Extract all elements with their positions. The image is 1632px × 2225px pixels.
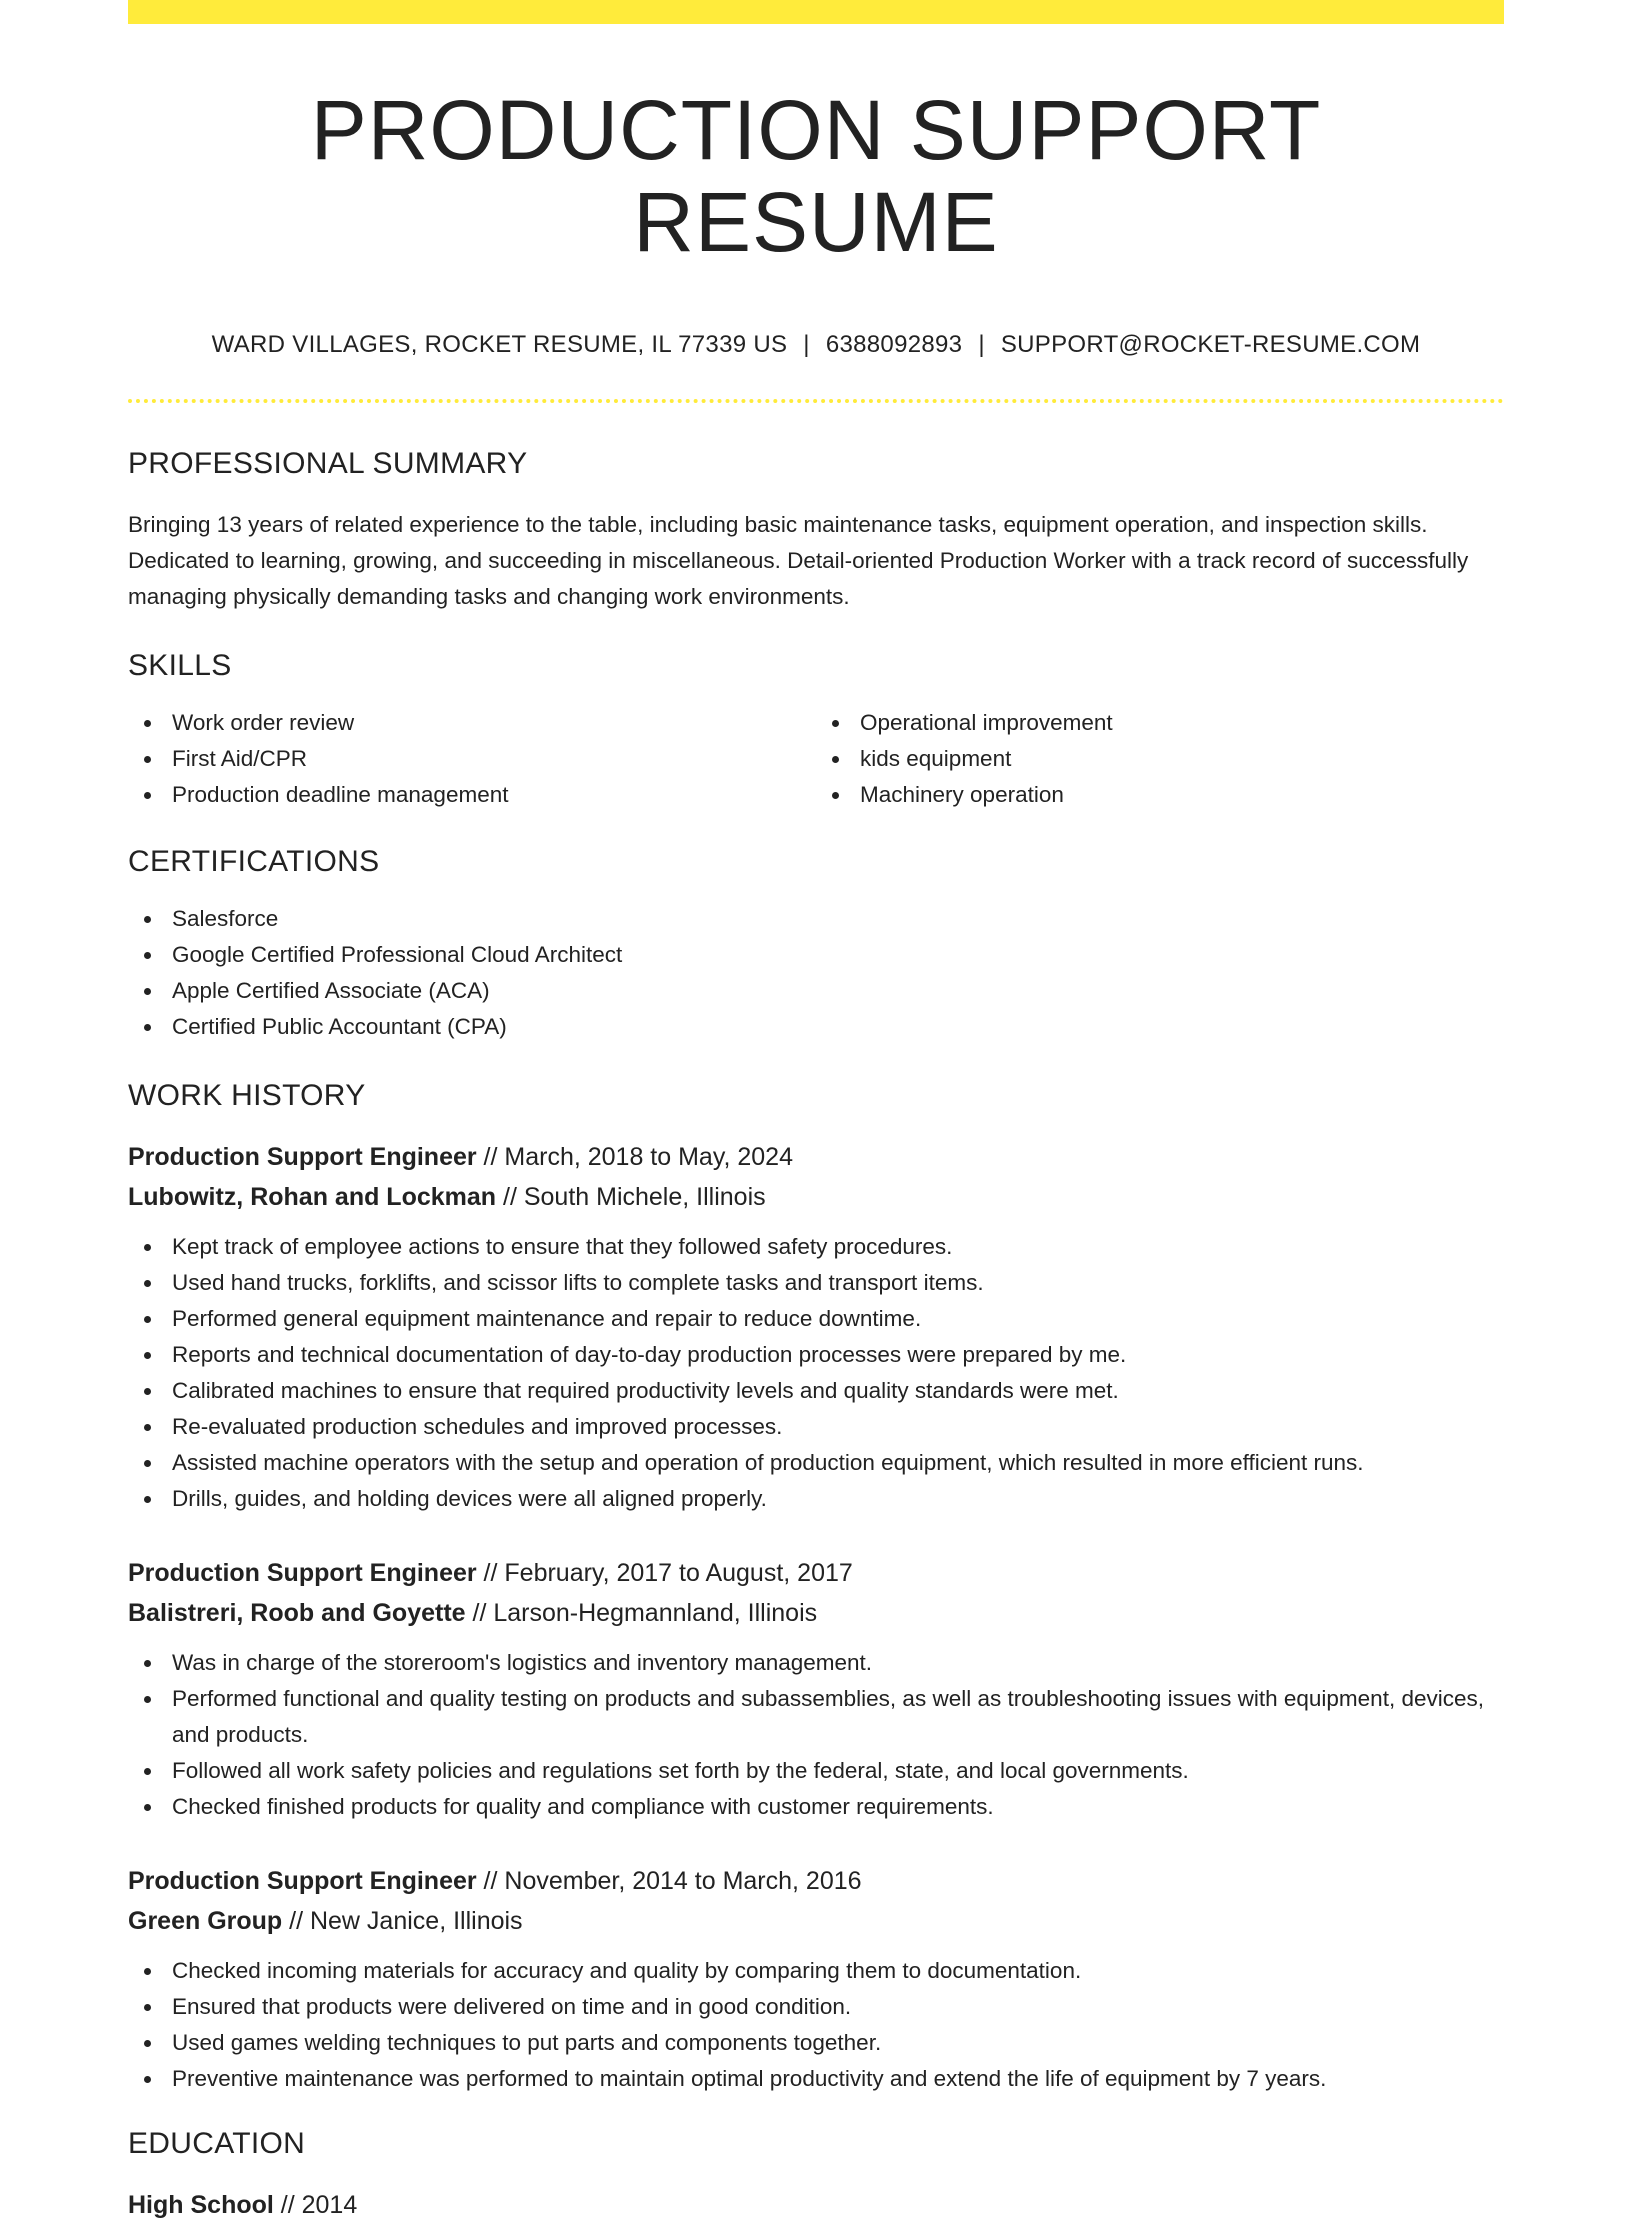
- section-title-work-history: WORK HISTORY: [128, 1078, 366, 1112]
- contact-email: SUPPORT@ROCKET-RESUME.COM: [1000, 330, 1421, 358]
- job-role-line: [128, 1137, 1504, 1177]
- job-dates: // March, 2018 to May, 2024: [476, 1142, 793, 1171]
- job-company: Green Group: [128, 1906, 283, 1935]
- job-role-line: [128, 1861, 1504, 1901]
- job-location: // South Michele, Illinois: [496, 1182, 766, 1211]
- skills-column-right: [816, 705, 1504, 813]
- job-role: Production Support Engineer: [128, 1142, 477, 1171]
- contact-phone: 6388092893: [825, 330, 963, 358]
- education-degree: High School: [128, 2190, 274, 2219]
- job-duty: Reports and technical documentation of day-to-day production processes were prepared by me.: [128, 1337, 1504, 1373]
- job-entry: [128, 1553, 1504, 1825]
- job-duty: Assisted machine operators with the setup and operation of production equipment, which resulted in more efficient runs.: [128, 1445, 1504, 1481]
- skills-list: [128, 705, 1504, 813]
- job-duty: Calibrated machines to ensure that required productivity levels and quality standards were met.: [128, 1373, 1504, 1409]
- section-title-skills: SKILLS: [128, 648, 232, 682]
- job-company-line: [128, 1593, 1504, 1633]
- job-duty: Checked incoming materials for accuracy and quality by comparing them to documentation.: [128, 1953, 1504, 1989]
- job-duty: Used hand trucks, forklifts, and scissor lifts to complete tasks and transport items.: [128, 1265, 1504, 1301]
- job-duty: Re-evaluated production schedules and improved processes.: [128, 1409, 1504, 1445]
- job-company: Lubowitz, Rohan and Lockman: [128, 1182, 497, 1211]
- section-title-summary: PROFESSIONAL SUMMARY: [128, 446, 528, 480]
- job-dates: // February, 2017 to August, 2017: [476, 1558, 853, 1587]
- job-duties-list: [128, 1229, 1504, 1517]
- job-duty: Performed general equipment maintenance and repair to reduce downtime.: [128, 1301, 1504, 1337]
- certification-item: Certified Public Accountant (CPA): [128, 1009, 1504, 1045]
- skill-item: Operational improvement: [816, 705, 1504, 741]
- skill-item: kids equipment: [816, 741, 1504, 777]
- job-company-line: [128, 1177, 1504, 1217]
- contact-separator: |: [803, 330, 810, 358]
- summary-text: Bringing 13 years of related experience to the table, including basic maintenance tasks, equipment operation, and inspection skills. Dedicated to learning, growing, and succeeding in miscellaneous. Detail-oriented Production Worker with a track record of successfully managing physically demanding tasks and changing work environments.: [128, 511, 1469, 609]
- section-title-certifications: CERTIFICATIONS: [128, 844, 380, 878]
- section-title-education: EDUCATION: [128, 2126, 306, 2160]
- job-duty: Drills, guides, and holding devices were all aligned properly.: [128, 1481, 1504, 1517]
- job-duties-list: [128, 1645, 1504, 1825]
- resume-page: [128, 0, 1504, 2225]
- job-company-line: [128, 1901, 1504, 1941]
- skill-item: First Aid/CPR: [128, 741, 816, 777]
- top-accent-bar: [128, 0, 1504, 24]
- job-location: // Larson-Hegmannland, Illinois: [465, 1598, 818, 1627]
- skills-column-left: [128, 705, 816, 813]
- job-role: Production Support Engineer: [128, 1866, 477, 1895]
- job-duty: Ensured that products were delivered on time and in good condition.: [128, 1989, 1504, 2025]
- certification-item: Salesforce: [128, 901, 1504, 937]
- job-duty: Followed all work safety policies and regulations set forth by the federal, state, and local governments.: [128, 1753, 1504, 1789]
- job-duty: Was in charge of the storeroom's logistics and inventory management.: [128, 1645, 1504, 1681]
- skill-item: Machinery operation: [816, 777, 1504, 813]
- contact-line: [128, 331, 1504, 359]
- job-duty: Kept track of employee actions to ensure that they followed safety procedures.: [128, 1229, 1504, 1265]
- certification-item: Google Certified Professional Cloud Architect: [128, 937, 1504, 973]
- job-duties-list: [128, 1953, 1504, 2097]
- education-entry: [128, 2185, 1504, 2225]
- dotted-divider: [128, 399, 1504, 403]
- education-year: // 2014: [273, 2190, 358, 2219]
- resume-title: PRODUCTION SUPPORT RESUME: [310, 83, 1322, 270]
- job-duty: Performed functional and quality testing on products and subassemblies, as well as troubleshooting issues with equipment, devices, and products.: [128, 1681, 1504, 1753]
- job-duty: Used games welding techniques to put parts and components together.: [128, 2025, 1504, 2061]
- job-dates: // November, 2014 to March, 2016: [476, 1866, 862, 1895]
- skill-item: Production deadline management: [128, 777, 816, 813]
- job-role-line: [128, 1553, 1504, 1593]
- certification-item: Apple Certified Associate (ACA): [128, 973, 1504, 1009]
- job-location: // New Janice, Illinois: [282, 1906, 523, 1935]
- certifications-list: [128, 901, 1504, 1045]
- contact-separator: |: [978, 330, 985, 358]
- job-role: Production Support Engineer: [128, 1558, 477, 1587]
- job-company: Balistreri, Roob and Goyette: [128, 1598, 466, 1627]
- job-entry: [128, 1861, 1504, 2097]
- job-duty: Checked finished products for quality and compliance with customer requirements.: [128, 1789, 1504, 1825]
- job-duty: Preventive maintenance was performed to maintain optimal productivity and extend the life of equipment by 7 years.: [128, 2061, 1504, 2097]
- contact-address: WARD VILLAGES, ROCKET RESUME, IL 77339 US: [211, 330, 788, 358]
- skill-item: Work order review: [128, 705, 816, 741]
- job-entry: [128, 1137, 1504, 1517]
